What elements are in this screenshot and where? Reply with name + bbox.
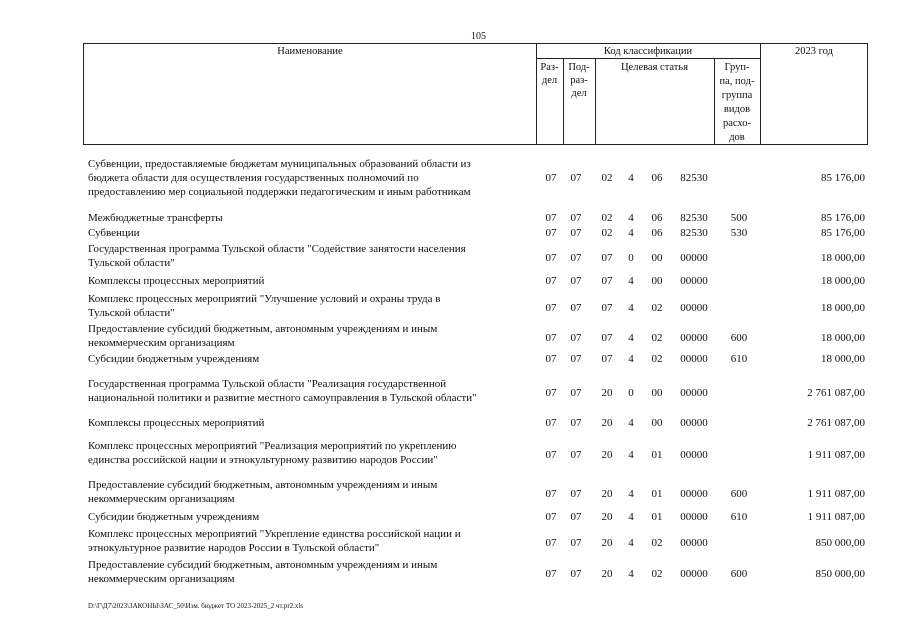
header-razdel: Раз- дел xyxy=(540,62,559,86)
row-name: Комплекс процессных мероприятий "Реализация мероприятий по укреплению единства российской нации и этнокультурному развитию народов России" xyxy=(88,440,457,466)
row-type: 0 xyxy=(628,252,634,264)
row-subprogram: 02 xyxy=(651,302,663,314)
row-name: Государственная программа Тульской области "Содействие занятости населения Тульской области" xyxy=(88,243,466,269)
row-amount: 18 000,00 xyxy=(821,353,865,365)
row-type: 4 xyxy=(628,275,634,287)
row-razdel: 07 xyxy=(545,302,557,314)
table-header xyxy=(83,43,868,145)
row-direction: 00000 xyxy=(680,275,708,287)
row-type: 4 xyxy=(628,537,634,549)
table-row xyxy=(0,478,905,506)
row-razdel: 07 xyxy=(545,252,557,264)
row-amount: 850 000,00 xyxy=(815,537,865,549)
row-subprogram: 02 xyxy=(651,353,663,365)
row-program: 02 xyxy=(601,212,613,224)
row-expense-group: 600 xyxy=(730,568,748,580)
row-program: 07 xyxy=(601,353,613,365)
row-name: Комплексы процессных мероприятий xyxy=(88,417,265,429)
row-podrazdel: 07 xyxy=(570,511,582,523)
table-row xyxy=(0,242,905,270)
footer-file-path: D:\Г\Д7\2023\ЗАКОНЫ\ЗАС_50\Изм. бюджет ТО 2023-2025_2 чт.pr2.xls xyxy=(88,602,304,610)
row-expense-group: 610 xyxy=(730,511,748,523)
row-type: 4 xyxy=(628,227,634,239)
table-row xyxy=(0,292,905,320)
row-direction: 00000 xyxy=(680,387,708,399)
table-row xyxy=(0,377,905,405)
row-amount: 18 000,00 xyxy=(821,302,865,314)
row-amount: 85 176,00 xyxy=(821,212,865,224)
row-razdel: 07 xyxy=(545,275,557,287)
row-expense-group: 610 xyxy=(730,353,748,365)
row-program: 07 xyxy=(601,332,613,344)
row-type: 4 xyxy=(628,212,634,224)
row-direction: 00000 xyxy=(680,449,708,461)
table-row xyxy=(0,322,905,350)
table-row xyxy=(0,157,905,199)
row-program: 20 xyxy=(601,449,613,461)
row-program: 20 xyxy=(601,387,613,399)
row-expense-group: 600 xyxy=(730,332,748,344)
table-row xyxy=(0,352,905,366)
row-razdel: 07 xyxy=(545,417,557,429)
row-podrazdel: 07 xyxy=(570,568,582,580)
row-type: 4 xyxy=(628,449,634,461)
table-row xyxy=(0,226,905,240)
row-name: Комплекс процессных мероприятий "Укрепление единства российской нации и этнокультурное развитие народов России в Тульской области" xyxy=(88,528,461,554)
row-name: Субвенции, предоставляемые бюджетам муниципальных образований области из бюджета области для осуществления государственных полномочий по предоставлению мер социальной поддержки педагогическим и иным работникам xyxy=(88,158,471,198)
header-group: Груп- па, под- группа видов расхо- дов xyxy=(719,62,755,143)
row-name: Государственная программа Тульской области "Реализация государственной национальной политики и развитие местного самоуправления в Тульской области" xyxy=(88,378,477,404)
row-subprogram: 06 xyxy=(651,212,663,224)
row-expense-group: 600 xyxy=(730,488,748,500)
row-subprogram: 02 xyxy=(651,537,663,549)
row-expense-group: 530 xyxy=(730,227,748,239)
row-direction: 00000 xyxy=(680,302,708,314)
row-razdel: 07 xyxy=(545,568,557,580)
row-program: 07 xyxy=(601,302,613,314)
row-razdel: 07 xyxy=(545,332,557,344)
row-program: 20 xyxy=(601,537,613,549)
row-podrazdel: 07 xyxy=(570,449,582,461)
row-razdel: 07 xyxy=(545,353,557,365)
row-podrazdel: 07 xyxy=(570,488,582,500)
table-row xyxy=(0,527,905,555)
row-direction: 82530 xyxy=(680,227,708,239)
row-subprogram: 01 xyxy=(651,511,663,523)
row-amount: 18 000,00 xyxy=(821,332,865,344)
header-podrazdel: Под- раз- дел xyxy=(568,62,590,99)
row-program: 02 xyxy=(601,172,613,184)
table-row xyxy=(0,211,905,225)
row-amount: 2 761 087,00 xyxy=(807,387,865,399)
table-row xyxy=(0,416,905,430)
row-direction: 00000 xyxy=(680,511,708,523)
row-type: 4 xyxy=(628,332,634,344)
row-direction: 00000 xyxy=(680,488,708,500)
row-amount: 18 000,00 xyxy=(821,252,865,264)
page-number: 105 xyxy=(471,31,486,42)
row-type: 4 xyxy=(628,488,634,500)
row-podrazdel: 07 xyxy=(570,302,582,314)
row-razdel: 07 xyxy=(545,449,557,461)
row-expense-group: 500 xyxy=(730,212,748,224)
row-type: 4 xyxy=(628,302,634,314)
row-program: 20 xyxy=(601,511,613,523)
row-subprogram: 00 xyxy=(651,275,663,287)
table-row xyxy=(0,439,905,467)
row-name: Предоставление субсидий бюджетным, автономным учреждениям и иным некоммерческим организациям xyxy=(88,323,438,349)
row-name: Комплексы процессных мероприятий xyxy=(88,275,265,287)
row-amount: 18 000,00 xyxy=(821,275,865,287)
row-razdel: 07 xyxy=(545,537,557,549)
table-row xyxy=(0,274,905,288)
row-amount: 1 911 087,00 xyxy=(807,488,865,500)
row-amount: 85 176,00 xyxy=(821,172,865,184)
row-subprogram: 06 xyxy=(651,172,663,184)
row-direction: 00000 xyxy=(680,353,708,365)
header-year: 2023 год xyxy=(795,46,833,57)
row-razdel: 07 xyxy=(545,227,557,239)
row-amount: 850 000,00 xyxy=(815,568,865,580)
row-direction: 00000 xyxy=(680,417,708,429)
row-name: Межбюджетные трансферты xyxy=(88,212,223,224)
row-program: 20 xyxy=(601,568,613,580)
row-name: Субвенции xyxy=(88,227,140,239)
row-type: 4 xyxy=(628,417,634,429)
row-subprogram: 01 xyxy=(651,488,663,500)
row-amount: 1 911 087,00 xyxy=(807,449,865,461)
row-type: 4 xyxy=(628,568,634,580)
table-row xyxy=(0,558,905,586)
row-razdel: 07 xyxy=(545,488,557,500)
row-razdel: 07 xyxy=(545,387,557,399)
table-row xyxy=(0,510,905,524)
row-name: Субсидии бюджетным учреждениям xyxy=(88,353,260,365)
row-name: Предоставление субсидий бюджетным, автономным учреждениям и иным некоммерческим организациям xyxy=(88,559,438,585)
row-podrazdel: 07 xyxy=(570,212,582,224)
row-direction: 82530 xyxy=(680,212,708,224)
row-direction: 82530 xyxy=(680,172,708,184)
row-type: 4 xyxy=(628,353,634,365)
row-subprogram: 00 xyxy=(651,387,663,399)
row-podrazdel: 07 xyxy=(570,227,582,239)
header-code: Код классификации xyxy=(603,46,693,57)
row-amount: 85 176,00 xyxy=(821,227,865,239)
row-amount: 2 761 087,00 xyxy=(807,417,865,429)
row-podrazdel: 07 xyxy=(570,332,582,344)
row-podrazdel: 07 xyxy=(570,417,582,429)
row-direction: 00000 xyxy=(680,537,708,549)
row-type: 4 xyxy=(628,511,634,523)
row-subprogram: 01 xyxy=(651,449,663,461)
row-name: Предоставление субсидий бюджетным, автономным учреждениям и иным некоммерческим организациям xyxy=(88,479,438,505)
row-podrazdel: 07 xyxy=(570,275,582,287)
row-type: 0 xyxy=(628,387,634,399)
row-subprogram: 06 xyxy=(651,227,663,239)
row-razdel: 07 xyxy=(545,511,557,523)
row-razdel: 07 xyxy=(545,212,557,224)
row-podrazdel: 07 xyxy=(570,172,582,184)
row-name: Комплекс процессных мероприятий "Улучшение условий и охраны труда в Тульской области" xyxy=(88,293,441,319)
header-name: Наименование xyxy=(277,46,343,57)
row-subprogram: 00 xyxy=(651,252,663,264)
row-type: 4 xyxy=(628,172,634,184)
header-target: Целевая статья xyxy=(620,62,689,73)
row-razdel: 07 xyxy=(545,172,557,184)
row-program: 07 xyxy=(601,252,613,264)
row-direction: 00000 xyxy=(680,568,708,580)
row-amount: 1 911 087,00 xyxy=(807,511,865,523)
row-subprogram: 02 xyxy=(651,332,663,344)
row-subprogram: 02 xyxy=(651,568,663,580)
row-subprogram: 00 xyxy=(651,417,663,429)
row-program: 20 xyxy=(601,488,613,500)
row-podrazdel: 07 xyxy=(570,252,582,264)
row-podrazdel: 07 xyxy=(570,537,582,549)
row-program: 07 xyxy=(601,275,613,287)
row-direction: 00000 xyxy=(680,332,708,344)
row-podrazdel: 07 xyxy=(570,387,582,399)
row-name: Субсидии бюджетным учреждениям xyxy=(88,511,260,523)
row-program: 20 xyxy=(601,417,613,429)
row-direction: 00000 xyxy=(680,252,708,264)
row-program: 02 xyxy=(601,227,613,239)
row-podrazdel: 07 xyxy=(570,353,582,365)
